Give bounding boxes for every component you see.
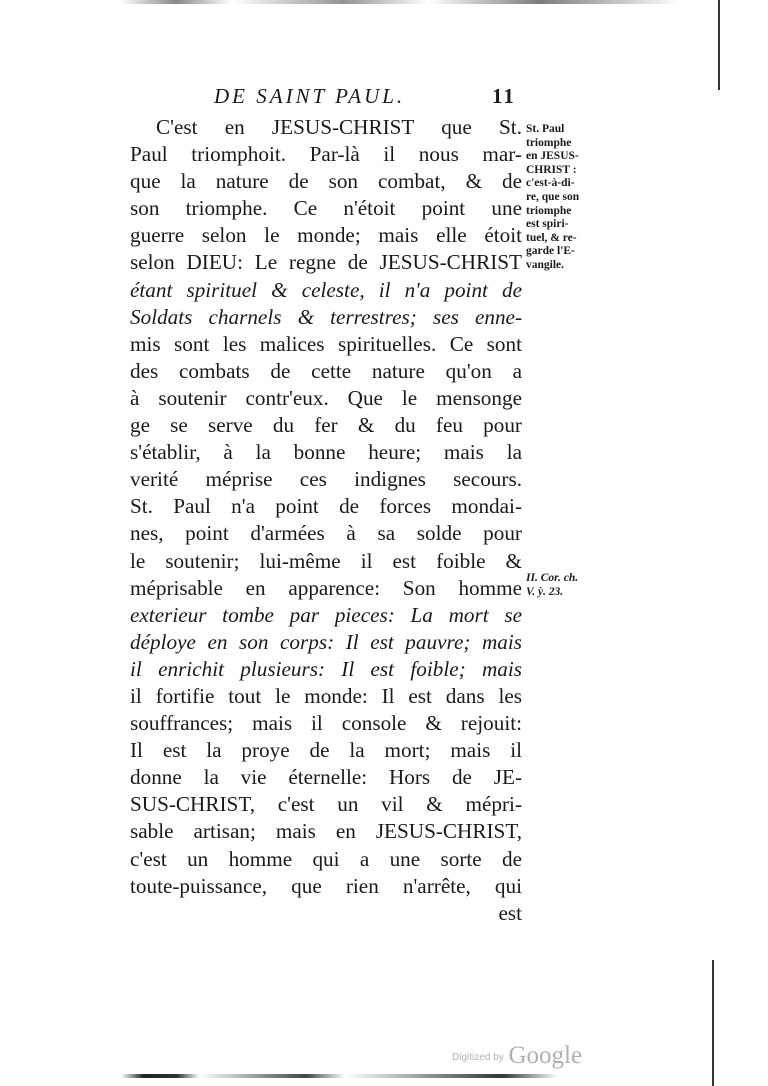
running-head: DE SAINT PAUL.	[214, 84, 406, 108]
margin-note-line: V. ỳ. 23.	[526, 585, 564, 598]
text-line: des combats de cette nature qu'on a	[130, 358, 522, 383]
body-text	[130, 114, 522, 927]
text-line: méprisable en apparence: Son homme	[130, 575, 522, 600]
text-line: Soldats charnels & terrestres; ses enne-	[130, 304, 522, 329]
text-line: son triomphe. Ce n'étoit point une	[130, 196, 522, 221]
text-line: étant spirituel & celeste, il n'a point de	[130, 277, 522, 302]
text-line: que la nature de son combat, & de	[130, 169, 522, 194]
text-line: Paul triomphoit. Par-là il nous mar-	[130, 142, 522, 167]
text-line: donne la vie éternelle: Hors de JE-	[130, 765, 522, 790]
scan-edge-bottom	[110, 1074, 670, 1078]
text-line: il enrichit plusieurs: Il est foible; mais	[130, 656, 522, 681]
digitized-label: Digitized by	[452, 1052, 504, 1063]
page-number: 11	[492, 84, 516, 108]
text-line: guerre selon le monde; mais elle étoit	[130, 223, 522, 248]
scan-edge-right-lower	[712, 960, 714, 1086]
text-line: verité méprise ces indignes secours.	[130, 467, 522, 492]
margin-reference	[526, 572, 606, 599]
text-line: à soutenir contr'eux. Que le mensonge	[130, 385, 522, 410]
scan-edge-top	[120, 0, 680, 4]
margin-note-line: tuel, & re-	[526, 231, 577, 244]
text-line: déploye en son corps: Il est pauvre; mais	[130, 629, 522, 654]
margin-note	[526, 123, 598, 273]
margin-note-line: triomphe	[526, 136, 572, 149]
margin-note-line: CHRIST :	[526, 163, 577, 176]
text-line: St. Paul n'a point de forces mondai-	[130, 494, 522, 519]
text-line: souffrances; mais il console & rejouit:	[130, 711, 522, 736]
text-line: nes, point d'armées à sa solde pour	[130, 521, 522, 546]
google-logo: Google	[508, 1042, 583, 1069]
digitized-watermark	[452, 1042, 582, 1070]
margin-note-line: garde l'E-	[526, 245, 575, 258]
margin-note-line: vangile.	[526, 258, 565, 271]
text-line: le soutenir; lui-même il est foible &	[130, 548, 522, 573]
margin-note-line: St. Paul	[526, 123, 565, 135]
text-line: SUS-CHRIST, c'est un vil & mépri-	[130, 792, 522, 817]
text-line: ge se serve du fer & du feu pour	[130, 413, 522, 438]
text-line: Il est la proye de la mort; mais il	[130, 738, 522, 763]
text-line: sable artisan; mais en JESUS-CHRIST,	[130, 819, 522, 844]
catchword: est	[498, 900, 522, 925]
margin-note-line: est spiri-	[526, 218, 569, 231]
text-line: toute-puissance, que rien n'arrête, qui	[130, 873, 522, 898]
margin-note-line: c'est-à-di-	[526, 177, 575, 190]
margin-note-line: II. Cor. ch.	[526, 572, 579, 584]
margin-note-line: en JESUS-	[526, 150, 579, 163]
text-line: il fortifie tout le monde: Il est dans les	[130, 683, 522, 708]
text-line: c'est un homme qui a une sorte de	[130, 846, 522, 871]
text-line: exterieur tombe par pieces: La mort se	[130, 602, 522, 627]
margin-note-line: triomphe	[526, 204, 572, 217]
text-line: s'établir, à la bonne heure; mais la	[130, 440, 522, 465]
text-line: C'est en JESUS-CHRIST que St.	[156, 115, 522, 139]
text-line: mis sont les malices spirituelles. Ce sont	[130, 331, 522, 356]
margin-note-line: re, que son	[526, 190, 580, 203]
text-line: selon DIEU: Le regne de JESUS-CHRIST	[130, 250, 522, 275]
scan-edge-right	[718, 0, 720, 90]
